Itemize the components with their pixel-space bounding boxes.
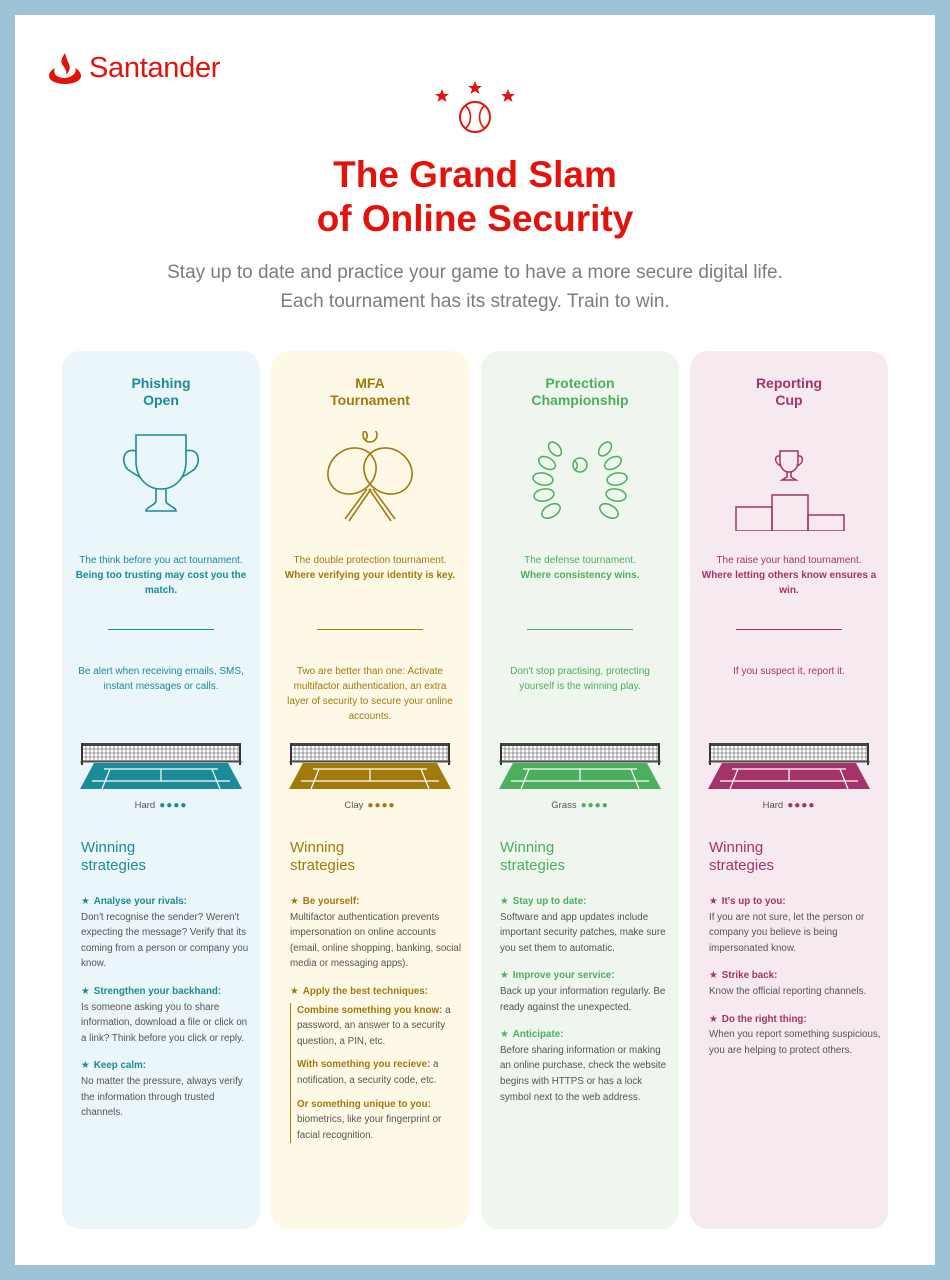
card-tagline: The double protection tournament. Where verifying your identity is key. (284, 555, 456, 581)
star-icon: ★ (709, 970, 718, 982)
card-mfa-tournament (271, 351, 469, 1229)
card-protection-championship (481, 351, 679, 1229)
winning-strategies-heading: Winning strategies (709, 839, 775, 874)
card-phishing-open (62, 351, 260, 1229)
divider (108, 629, 214, 630)
surface-label: Hard ●●●● (762, 800, 816, 812)
tennis-rackets-icon (271, 431, 469, 531)
difficulty-dots: ●●●● (580, 800, 609, 811)
divider (736, 629, 842, 630)
card-title: Reporting Cup (755, 375, 823, 408)
tennis-ball-stars-icon (430, 77, 520, 137)
laurel-wreath-icon (481, 431, 679, 531)
star-icon: ★ (81, 1060, 90, 1072)
podium-trophy-icon (690, 431, 888, 531)
strategy-item: ★ Apply the best techniques: Combine something you know: a password, an answer to a security question, a PIN, etc. With something you recieve: a notification, a security code, etc. Or something unique to you: biometrics, like your fingerprint or facial recognition. (290, 984, 462, 1143)
card-tagline: The defense tournament. Where consistency wins. (520, 555, 640, 581)
flame-icon (47, 51, 83, 85)
surface-label: Hard ●●●● (134, 800, 188, 812)
strategy-item: ★ It's up to you: If you are not sure, let the person or company you believe is being impersonated know. (709, 896, 865, 954)
strategies-list (290, 894, 462, 1155)
winning-strategies-heading: Winning strategies (500, 839, 566, 874)
strategy-item: ★ Strengthen your backhand: Is someone asking you to share information, download a file or click on a link? Think before you click or reply. (81, 985, 248, 1044)
surface-label: Clay ●●●● (344, 800, 396, 812)
technique-item: Or something unique to you: biometrics, like your fingerprint or facial recognition. (297, 1098, 442, 1141)
card-tagline: The raise your hand tournament. Where letting others know ensures a win. (701, 555, 877, 596)
strategy-item: ★ Be yourself: Multifactor authentication prevents impersonation on online accounts (email, online shopping, banking, social media or messaging apps). (290, 896, 462, 970)
surface-label: Grass ●●●● (551, 800, 609, 812)
card-reporting-cup (690, 351, 888, 1229)
card-tip: Two are better than one: Activate multifactor authentication, an extra layer of security to secure your online accounts. (287, 666, 453, 722)
divider (317, 629, 423, 630)
tennis-court-icon (80, 741, 242, 791)
card-title: Protection Championship (531, 375, 629, 408)
infographic-sheet (15, 15, 935, 1265)
tennis-court-icon (708, 741, 870, 791)
star-icon: ★ (500, 970, 509, 982)
trophy-icon (62, 431, 260, 531)
strategy-item: ★ Keep calm: No matter the pressure, always verify the information through trusted channels. (81, 1060, 243, 1119)
star-icon: ★ (709, 1013, 718, 1025)
card-title: Phishing Open (131, 375, 191, 408)
technique-item: With something you recieve: a notification, a security code, etc. (297, 1059, 439, 1086)
difficulty-dots: ●●●● (159, 800, 188, 811)
strategy-item: ★ Do the right thing: When you report something suspicious, you are helping to protect others. (709, 1013, 881, 1056)
card-tip: Don't stop practising, protecting yourself is the winning play. (510, 666, 650, 692)
difficulty-dots: ●●●● (787, 800, 816, 811)
card-title: MFA Tournament (330, 375, 410, 408)
winning-strategies-heading: Winning strategies (290, 839, 356, 874)
tennis-court-icon (289, 741, 451, 791)
star-icon: ★ (81, 985, 90, 997)
technique-item: Combine something you know: a password, an answer to a security question, a PIN, etc. (297, 1004, 451, 1047)
tennis-court-icon (499, 741, 661, 791)
page-subtitle (15, 258, 935, 316)
star-icon: ★ (500, 1029, 509, 1041)
star-icon: ★ (500, 896, 509, 907)
brand-name: Santander (89, 51, 221, 84)
subtitle-line-1: Stay up to date and practice your game to have a more secure digital life. (167, 262, 783, 283)
winning-strategies-heading: Winning strategies (81, 839, 147, 874)
difficulty-dots: ●●●● (367, 800, 396, 811)
strategies-list (709, 894, 881, 1070)
santander-logo (47, 51, 220, 85)
strategy-item: ★ Analyse your rivals: Don't recognise the sender? Weren't expecting the message? Verify that its coming from a person or company you know. (81, 896, 249, 970)
strategies-list (500, 894, 672, 1117)
strategy-item: ★ Stay up to date: Software and app updates include important security patches, make sure you set them to automatic. (500, 896, 666, 954)
title-line-1: The Grand Slam (333, 154, 617, 195)
card-tip: If you suspect it, report it. (733, 666, 845, 677)
title-line-2: of Online Security (316, 198, 634, 239)
strategies-list (81, 894, 253, 1133)
page-title (15, 153, 935, 241)
divider (527, 629, 633, 630)
subtitle-line-2: Each tournament has its strategy. Train to win. (280, 291, 670, 312)
card-tagline: The think before you act tournament. Being too trusting may cost you the match. (75, 555, 247, 596)
star-icon: ★ (81, 896, 90, 907)
star-icon: ★ (290, 985, 299, 997)
strategy-item: ★ Improve your service: Back up your information regularly. Be ready against the unexpected. (500, 970, 666, 1013)
card-tip: Be alert when receiving emails, SMS, instant messages or calls. (78, 666, 244, 692)
star-icon: ★ (290, 896, 299, 907)
strategy-item: ★ Anticipate: Before sharing information or making an online purchase, check the website begins with HTTPS or has a lock symbol next to the web address. (500, 1029, 667, 1103)
techniques-list (290, 1003, 462, 1144)
star-icon: ★ (709, 896, 718, 907)
strategy-item: ★ Strike back: Know the official reporting channels. (709, 970, 867, 997)
